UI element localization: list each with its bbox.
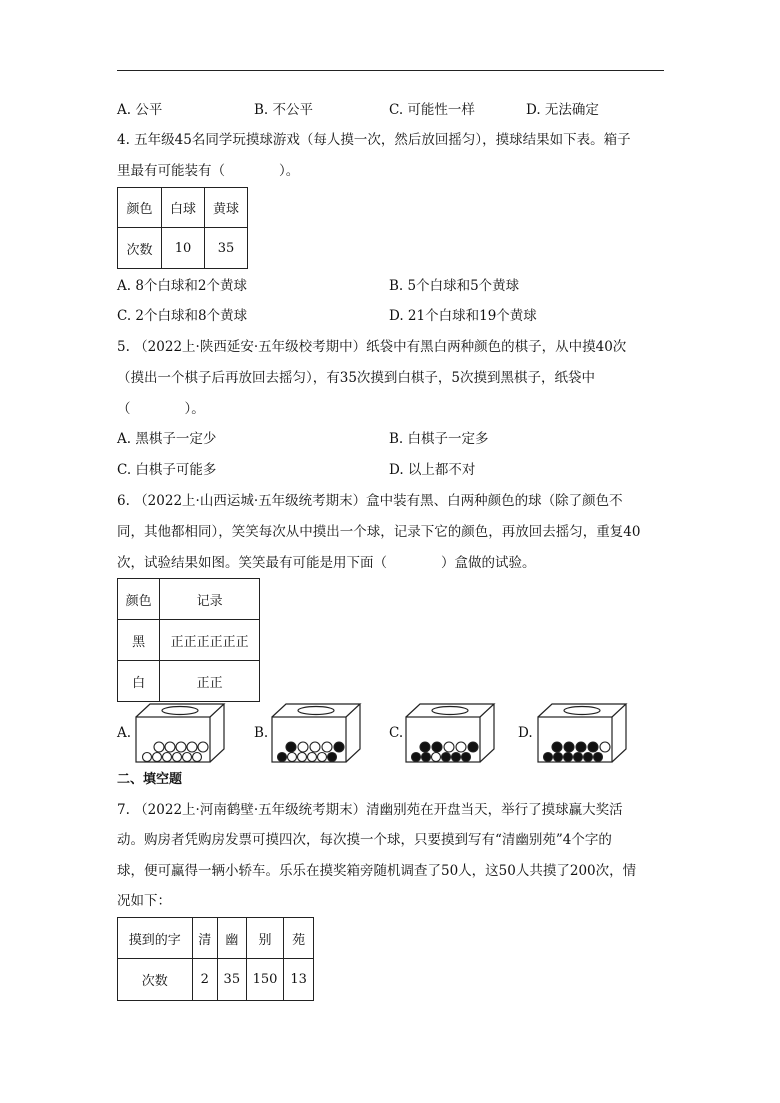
q7-table-cell: 次数: [118, 959, 193, 1001]
q6-option-c[interactable]: C.: [389, 725, 404, 741]
q7-table-cell: 150: [246, 959, 284, 1001]
q6-table-cell: 黑: [118, 620, 160, 661]
q6-option-b[interactable]: B.: [254, 725, 269, 741]
q4-table-cell: 白球: [162, 188, 205, 228]
q4-table: [117, 187, 248, 269]
q4-table-cell: 颜色: [118, 188, 162, 228]
q5-option-d[interactable]: D. 以上都不对: [389, 462, 476, 478]
box-b-illustration: [270, 702, 362, 764]
q6-option-a[interactable]: A.: [117, 725, 132, 741]
q4-option-d[interactable]: D. 21个白球和19个黄球: [389, 308, 537, 324]
q6-table-cell: 记录: [160, 579, 260, 620]
q7-table-cell: 13: [284, 959, 314, 1001]
q4-option-b[interactable]: B. 5个白球和5个黄球: [389, 278, 520, 294]
q7-text-line4: 况如下：: [117, 893, 171, 909]
q7-table-cell: 摸到的字: [118, 918, 193, 959]
q3-option-a[interactable]: A. 公平: [117, 102, 163, 118]
q7-table-cell: 苑: [284, 918, 314, 959]
q7-text-line2: 动。购房者凭购房发票可摸四次，每次摸一个球，只要摸到写有“清幽别苑”4个字的: [117, 832, 612, 848]
q7-text-line3: 球，便可赢得一辆小轿车。乐乐在摸奖箱旁随机调查了50人，这50人共摸了200次，情: [117, 863, 637, 879]
q6-table: [117, 578, 260, 702]
q3-option-c[interactable]: C. 可能性一样: [389, 102, 475, 118]
q5-option-a[interactable]: A. 黑棋子一定少: [117, 431, 217, 447]
header-rule: [117, 70, 664, 71]
q6-text-line1: 6. （2022上·山西运城·五年级统考期末）盒中装有黑、白两种颜色的球（除了颜色不: [117, 493, 623, 509]
q4-option-a[interactable]: A. 8个白球和2个黄球: [117, 278, 248, 294]
q4-table-cell: 35: [205, 228, 248, 269]
q4-table-cell: 次数: [118, 228, 162, 269]
q7-text-line1: 7. （2022上·河南鹤壁·五年级统考期末）清幽别苑在开盘当天，举行了摸球赢大奖活: [117, 802, 623, 818]
q4-option-c[interactable]: C. 2个白球和8个黄球: [117, 308, 248, 324]
q6-text-line2: 同，其他都相同），笑笑每次从中摸出一个球，记录下它的颜色，再放回去摇匀，重复40: [117, 524, 641, 540]
q5-text-line3: （ ）。: [117, 401, 205, 417]
q4-text-line2: 里最有可能装有（ ）。: [117, 163, 300, 179]
q6-table-cell: 正正正正正正: [160, 620, 260, 661]
box-a-illustration: [134, 702, 226, 764]
q7-table-cell: 别: [246, 918, 284, 959]
q5-option-c[interactable]: C. 白棋子可能多: [117, 462, 217, 478]
box-d-illustration: [536, 702, 628, 764]
q7-table-cell: 幽: [218, 918, 247, 959]
q6-table-cell: 白: [118, 661, 160, 702]
q7-table-cell: 清: [192, 918, 218, 959]
q6-table-cell: 正正: [160, 661, 260, 702]
q4-table-cell: 10: [162, 228, 205, 269]
q7-table-cell: 35: [218, 959, 247, 1001]
q6-table-cell: 颜色: [118, 579, 160, 620]
section-heading: 二、填空题: [117, 772, 183, 787]
q6-text-line3: 次，试验结果如图。笑笑最有可能是用下面（ ）盒做的试验。: [117, 555, 536, 571]
q3-option-d[interactable]: D. 无法确定: [526, 102, 599, 118]
q7-table-cell: 2: [192, 959, 218, 1001]
q6-option-d[interactable]: D.: [518, 725, 533, 741]
box-c-illustration: [404, 702, 496, 764]
q5-text-line1: 5. （2022上·陕西延安·五年级校考期中）纸袋中有黑白两种颜色的棋子，从中摸40次: [117, 339, 627, 355]
q7-table: [117, 917, 314, 1001]
q4-table-cell: 黄球: [205, 188, 248, 228]
q4-text-line1: 4. 五年级45名同学玩摸球游戏（每人摸一次，然后放回摇匀），摸球结果如下表。箱子: [117, 132, 631, 148]
q5-text-line2: （摸出一个棋子后再放回去摇匀），有35次摸到白棋子，5次摸到黑棋子，纸袋中: [117, 370, 596, 386]
q5-option-b[interactable]: B. 白棋子一定多: [389, 431, 489, 447]
q3-option-b[interactable]: B. 不公平: [254, 102, 314, 118]
